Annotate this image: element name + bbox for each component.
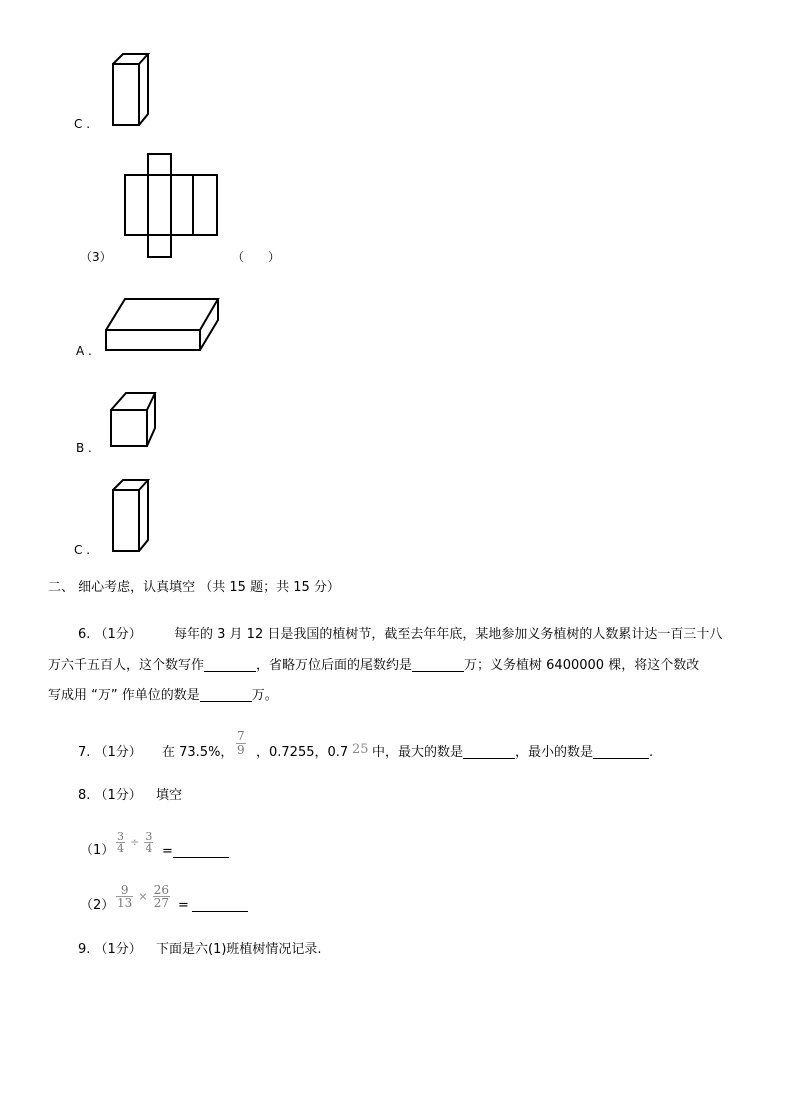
answer-parentheses: （ ） [232,250,281,264]
answer-blank-sub2[interactable] [192,897,248,912]
cuboid-net-figure [124,153,219,259]
question-7-text-c: 中，最大的数是 ，最小的数是 . [372,745,654,760]
question-7-text-b: ，0.7255，0.7 [256,745,349,760]
section-2-heading: 二、 细心考虑，认真填空 （共 15 题；共 15 分） [48,580,340,595]
question-6-prefix: 6. （1分） [78,627,142,642]
question-9-text: 下面是六(1)班植树情况记录. [156,942,322,957]
sub-question-1-answer: = [162,843,229,861]
sub-question-2-expression: $\frac{9}{13}$ × $\frac{26}{27}$ [117,883,169,910]
answer-blank-max[interactable] [463,744,515,759]
answer-blank-1[interactable] [204,657,256,672]
option-b-label: B . [76,441,92,455]
cube-figure [108,390,160,450]
sub-question-2-label: （2） [80,898,115,913]
sub-question-1-expression: $\frac{3}{4}$ ÷ $\frac{3}{4}$ [117,830,153,855]
tall-cuboid-figure-top [110,52,150,128]
question-6-line3: 写成用 “万” 作单位的数是 万。 [48,688,278,703]
repeating-decimal-digits: 25 [352,742,369,757]
option-c-label-top: C . [74,117,91,131]
question-7-text-a: 在 73.5%， [162,745,234,760]
question-9-prefix: 9. （1分） [78,942,142,957]
tall-cuboid-figure [110,477,150,553]
question-3-number: （3） [80,250,112,264]
question-6-line1: 每年的 3 月 12 日是我国的植树节，截至去年年底，某地参加义务植树的人数累计达一百三十八 [174,627,723,642]
option-c-label: C . [74,543,91,557]
sub-question-1-label: （1） [80,843,115,858]
answer-blank-2[interactable] [412,657,464,672]
answer-blank-min[interactable] [593,744,649,759]
option-a-label: A . [76,344,92,358]
sub-question-2-answer: = [178,897,248,915]
flat-cuboid-figure [104,296,222,354]
answer-blank-sub1[interactable] [173,843,229,858]
answer-blank-3[interactable] [200,687,252,702]
question-7-prefix: 7. （1分） [78,745,142,760]
question-8-prefix: 8. （1分） [78,788,142,803]
question-8-title: 填空 [156,788,183,803]
question-6-line2: 万六千五百人，这个数写作 ，省略万位后面的尾数约是 万；义务植树 6400000 棵，将这个数改 [48,658,700,673]
fraction-7-9: $\frac{7}{9}$ [237,729,245,757]
